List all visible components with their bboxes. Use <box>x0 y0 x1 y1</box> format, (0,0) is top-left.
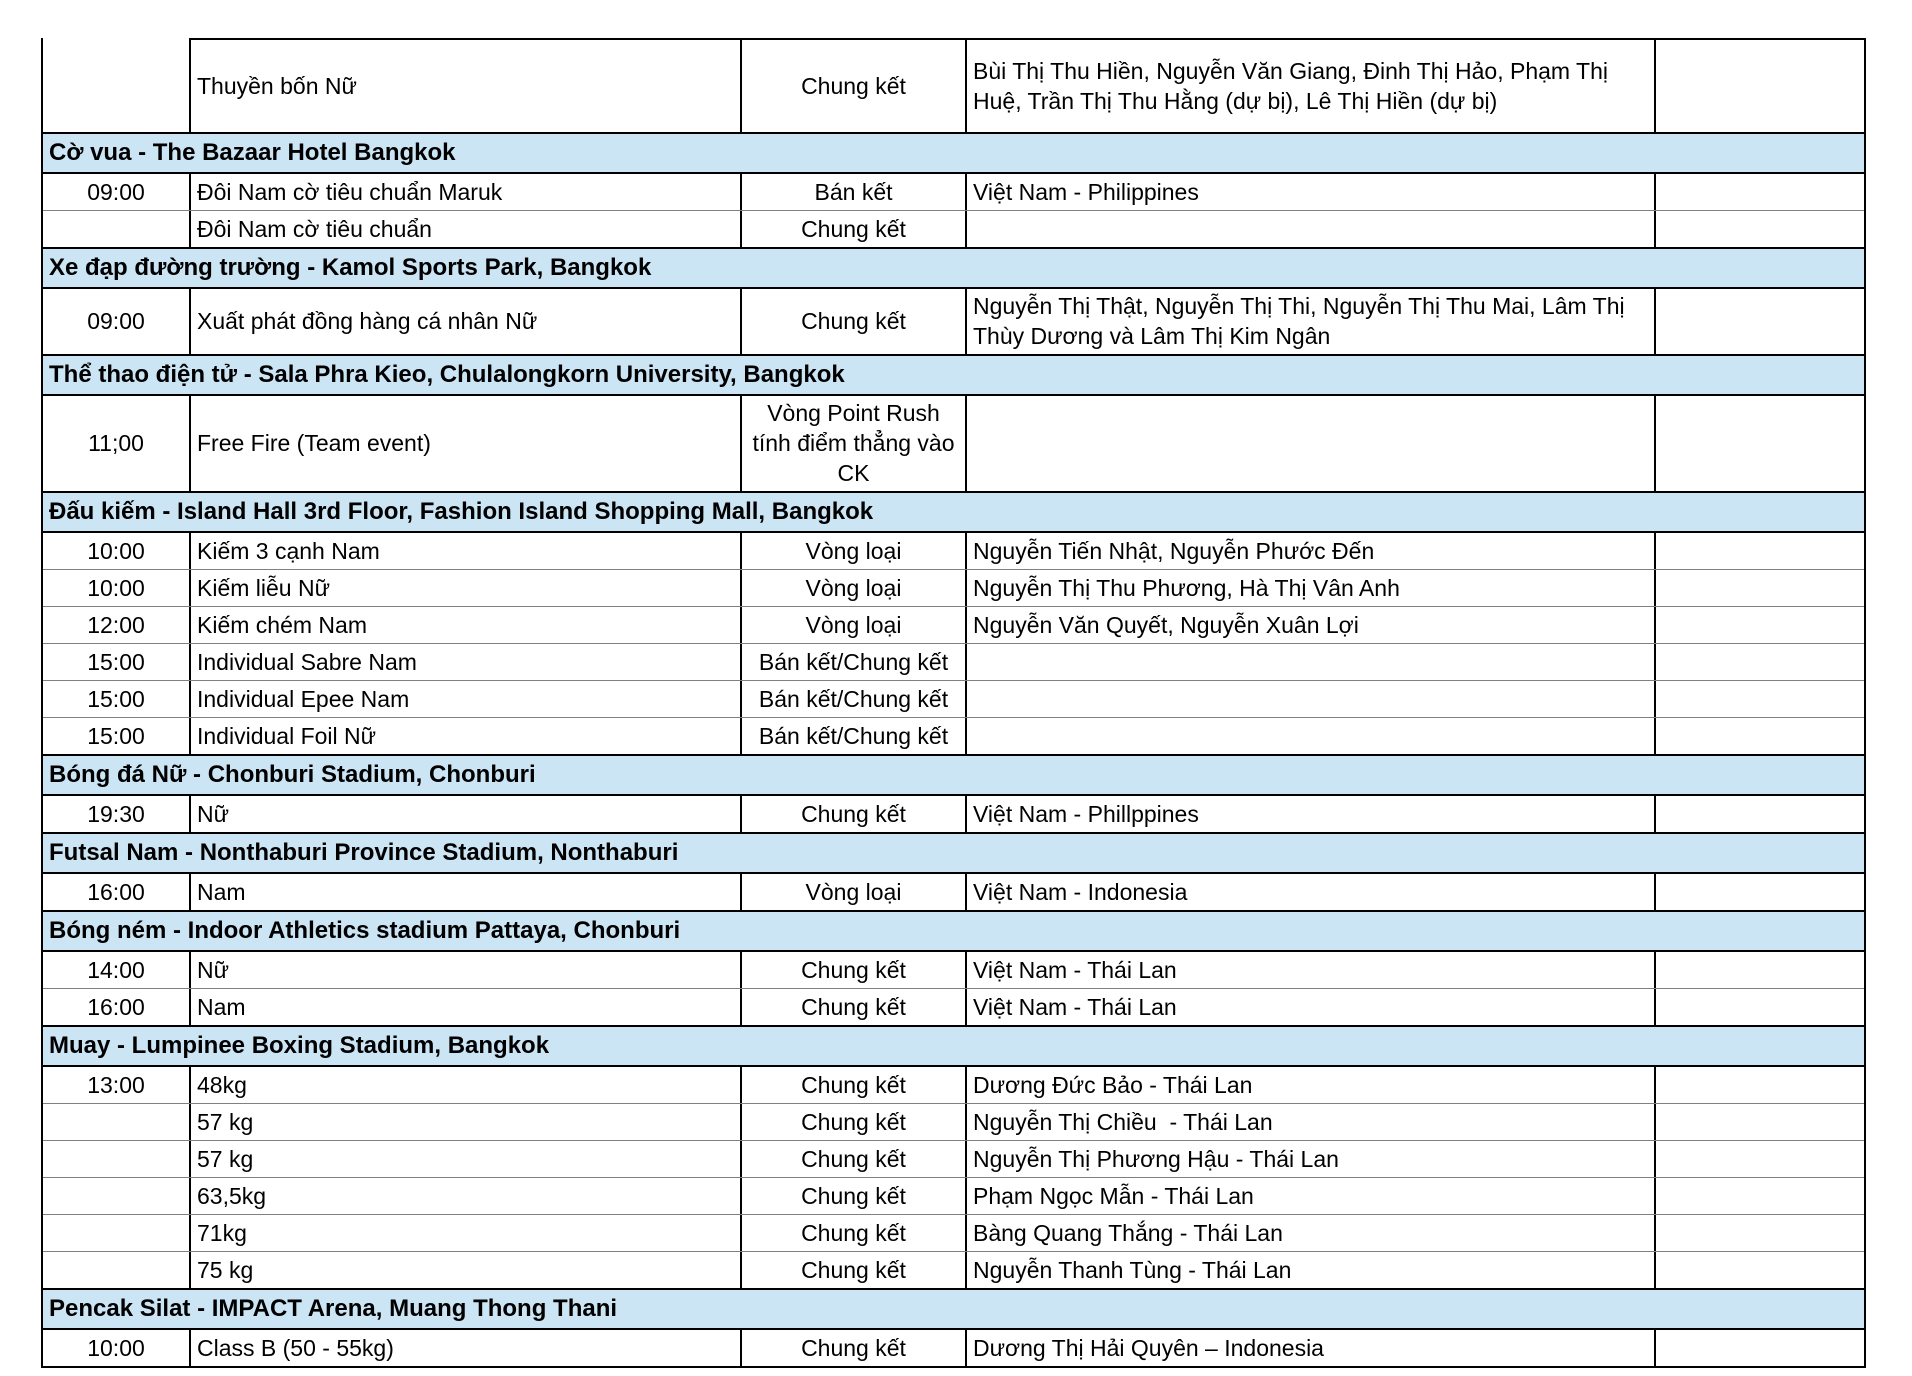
event-row <box>43 210 1864 247</box>
event-text: 75 kg <box>197 1256 254 1283</box>
notes-cell <box>1656 1330 1864 1366</box>
event-row <box>43 174 1864 210</box>
round-cell <box>742 874 967 910</box>
time-cell <box>43 874 191 910</box>
event-cell <box>191 289 742 354</box>
round-text: Vòng loại <box>805 878 902 905</box>
round-text: Bán kết <box>814 178 893 205</box>
participants-cell <box>967 570 1656 606</box>
event-text: Free Fire (Team event) <box>197 430 431 457</box>
round-text: Vòng loại <box>805 537 902 564</box>
time-text: 13:00 <box>87 1071 145 1098</box>
notes-cell <box>1656 570 1864 606</box>
event-cell <box>191 1104 742 1140</box>
event-text: Nam <box>197 993 246 1020</box>
time-text: 10:00 <box>87 574 145 601</box>
event-text: Individual Epee Nam <box>197 685 410 712</box>
event-text: Kiếm liễu Nữ <box>197 574 330 601</box>
time-cell <box>43 396 191 491</box>
notes-cell <box>1656 796 1864 832</box>
participants-text: Nguyễn Thị Chiều - Thái Lan <box>973 1108 1273 1135</box>
time-cell <box>43 1178 191 1214</box>
event-cell <box>191 396 742 491</box>
participants-cell <box>967 1104 1656 1140</box>
round-cell <box>742 1215 967 1251</box>
event-cell <box>191 1252 742 1288</box>
participants-text: Nguyễn Thị Phương Hậu - Thái Lan <box>973 1145 1339 1172</box>
event-row <box>43 569 1864 606</box>
time-text: 15:00 <box>87 722 145 749</box>
section-label: Muay - Lumpinee Boxing Stadium, Bangkok <box>49 1031 550 1059</box>
time-text: 10:00 <box>87 1334 145 1361</box>
notes-cell <box>1656 211 1864 247</box>
time-cell <box>43 607 191 643</box>
event-text: Nam <box>197 878 246 905</box>
round-text: Chung kết <box>801 1256 906 1283</box>
round-text: Chung kết <box>801 308 906 335</box>
event-cell <box>191 874 742 910</box>
event-text: Xuất phát đồng hàng cá nhân Nữ <box>197 308 538 335</box>
event-row <box>43 796 1864 832</box>
event-row <box>43 1214 1864 1251</box>
section-label: Xe đạp đường trường - Kamol Sports Park, Bangkok <box>49 254 652 281</box>
time-text: 15:00 <box>87 685 145 712</box>
event-cell <box>191 796 742 832</box>
event-cell <box>191 952 742 988</box>
participants-cell <box>967 1215 1656 1251</box>
notes-cell <box>1656 174 1864 210</box>
time-text: 19:30 <box>87 800 145 827</box>
round-text: Chung kết <box>801 993 906 1020</box>
time-cell <box>43 681 191 717</box>
participants-cell <box>967 289 1656 354</box>
round-text: Chung kết <box>801 1145 906 1172</box>
round-cell <box>742 681 967 717</box>
notes-cell <box>1656 1252 1864 1288</box>
time-cell <box>43 1252 191 1288</box>
event-text: Thuyền bốn Nữ <box>197 72 357 99</box>
notes-cell <box>1656 718 1864 754</box>
notes-cell <box>1656 989 1864 1025</box>
event-text: 57 kg <box>197 1145 254 1172</box>
round-text: Vòng loại <box>805 574 902 601</box>
participants-text: Việt Nam - Indonesia <box>973 878 1188 905</box>
event-row <box>43 952 1864 988</box>
time-text: 09:00 <box>87 308 145 335</box>
time-cell <box>43 952 191 988</box>
event-cell <box>191 211 742 247</box>
round-text: Chung kết <box>801 1219 906 1246</box>
round-text: Vòng Point Rush tính điểm thẳng vào CK <box>752 399 955 487</box>
participants-text: Việt Nam - Thái Lan <box>973 993 1177 1020</box>
round-cell <box>742 1252 967 1288</box>
participants-text: Việt Nam - Thái Lan <box>973 956 1177 983</box>
round-cell <box>742 1141 967 1177</box>
participants-cell <box>967 989 1656 1025</box>
time-cell <box>43 1104 191 1140</box>
event-cell <box>191 1178 742 1214</box>
event-row <box>43 396 1864 491</box>
section-label: Bóng đá Nữ - Chonburi Stadium, Chonburi <box>49 760 536 788</box>
event-cell <box>191 38 742 132</box>
event-row <box>43 533 1864 569</box>
time-cell <box>43 644 191 680</box>
round-text: Bán kết/Chung kết <box>758 722 949 749</box>
event-text: 63,5kg <box>197 1182 267 1209</box>
round-cell <box>742 289 967 354</box>
round-cell <box>742 1067 967 1103</box>
participants-text: Nguyễn Văn Quyết, Nguyễn Xuân Lợi <box>973 611 1359 638</box>
participants-cell <box>967 718 1656 754</box>
event-text: 57 kg <box>197 1108 254 1135</box>
section-header <box>43 491 1864 533</box>
event-text: Class B (50 - 55kg) <box>197 1334 394 1361</box>
participants-cell <box>967 38 1656 132</box>
event-text: Individual Foil Nữ <box>197 722 377 749</box>
event-row <box>43 717 1864 754</box>
round-text: Vòng loại <box>805 611 902 638</box>
round-cell <box>742 718 967 754</box>
time-text: 11;00 <box>88 430 144 457</box>
round-cell <box>742 796 967 832</box>
event-row <box>43 1140 1864 1177</box>
time-cell <box>43 570 191 606</box>
round-text: Chung kết <box>801 1071 906 1098</box>
time-cell <box>43 1330 191 1366</box>
participants-cell <box>967 874 1656 910</box>
round-cell <box>742 396 967 491</box>
event-row <box>43 680 1864 717</box>
participants-text: Việt Nam - Philippines <box>973 178 1199 205</box>
round-cell <box>742 1104 967 1140</box>
round-text: Chung kết <box>801 1182 906 1209</box>
time-cell <box>43 718 191 754</box>
round-cell <box>742 174 967 210</box>
round-cell <box>742 570 967 606</box>
round-text: Bán kết/Chung kết <box>758 648 949 675</box>
event-cell <box>191 570 742 606</box>
event-cell <box>191 718 742 754</box>
round-text: Chung kết <box>801 956 906 983</box>
event-text: Nữ <box>197 800 230 827</box>
event-row <box>43 1330 1864 1366</box>
section-header <box>43 1025 1864 1067</box>
section-label: Đấu kiếm - Island Hall 3rd Floor, Fashion Island Shopping Mall, Bangkok <box>49 497 874 525</box>
round-cell <box>742 38 967 132</box>
participants-text: Nguyễn Thị Thu Phương, Hà Thị Vân Anh <box>973 574 1400 601</box>
time-cell <box>43 1067 191 1103</box>
round-text: Chung kết <box>801 72 906 99</box>
participants-cell <box>967 211 1656 247</box>
notes-cell <box>1656 1141 1864 1177</box>
time-cell <box>43 38 191 132</box>
participants-cell <box>967 952 1656 988</box>
participants-cell <box>967 796 1656 832</box>
event-text: 71kg <box>197 1219 247 1246</box>
section-label: Bóng ném - Indoor Athletics stadium Pattaya, Chonburi <box>49 916 681 944</box>
event-row <box>43 643 1864 680</box>
participants-cell <box>967 1178 1656 1214</box>
round-cell <box>742 1178 967 1214</box>
event-text: Nữ <box>197 956 230 983</box>
participants-cell <box>967 607 1656 643</box>
participants-text: Nguyễn Thanh Tùng - Thái Lan <box>973 1256 1292 1283</box>
event-row <box>43 606 1864 643</box>
notes-cell <box>1656 289 1864 354</box>
event-row <box>43 874 1864 910</box>
event-row <box>43 988 1864 1025</box>
participants-cell <box>967 1252 1656 1288</box>
event-row <box>43 289 1864 354</box>
time-text: 16:00 <box>87 993 145 1020</box>
notes-cell <box>1656 952 1864 988</box>
notes-cell <box>1656 396 1864 491</box>
notes-cell <box>1656 644 1864 680</box>
time-cell <box>43 989 191 1025</box>
event-text: Đôi Nam cờ tiêu chuẩn Maruk <box>197 178 503 205</box>
time-cell <box>43 289 191 354</box>
round-text: Chung kết <box>801 215 906 242</box>
event-row <box>43 38 1864 132</box>
event-row <box>43 1177 1864 1214</box>
time-text: 10:00 <box>87 537 145 564</box>
event-cell <box>191 1215 742 1251</box>
event-text: Kiếm chém Nam <box>197 611 367 638</box>
notes-cell <box>1656 1178 1864 1214</box>
section-header <box>43 832 1864 874</box>
round-cell <box>742 644 967 680</box>
time-text: 14:00 <box>87 956 145 983</box>
event-cell <box>191 174 742 210</box>
section-label: Thể thao điện tử - Sala Phra Kieo, Chulalongkorn University, Bangkok <box>49 360 845 388</box>
event-cell <box>191 989 742 1025</box>
participants-text: Bàng Quang Thắng - Thái Lan <box>973 1219 1283 1246</box>
section-label: Pencak Silat - IMPACT Arena, Muang Thong Thani <box>49 1294 618 1322</box>
time-cell <box>43 1141 191 1177</box>
time-text: 15:00 <box>87 648 145 675</box>
event-text: Individual Sabre Nam <box>197 648 417 675</box>
notes-cell <box>1656 1067 1864 1103</box>
participants-text: Việt Nam - Phillppines <box>973 800 1199 827</box>
round-cell <box>742 952 967 988</box>
event-text: 48kg <box>197 1071 247 1098</box>
event-cell <box>191 681 742 717</box>
event-cell <box>191 1141 742 1177</box>
participants-cell <box>967 1330 1656 1366</box>
event-cell <box>191 1067 742 1103</box>
section-header <box>43 132 1864 174</box>
round-cell <box>742 533 967 569</box>
event-row <box>43 1103 1864 1140</box>
time-text: 16:00 <box>87 878 145 905</box>
section-header <box>43 354 1864 396</box>
notes-cell <box>1656 681 1864 717</box>
round-text: Chung kết <box>801 1334 906 1361</box>
schedule-table <box>41 38 1866 1368</box>
event-row <box>43 1251 1864 1288</box>
round-cell <box>742 989 967 1025</box>
round-cell <box>742 1330 967 1366</box>
time-cell <box>43 796 191 832</box>
event-text: Đôi Nam cờ tiêu chuẩn <box>197 215 432 242</box>
participants-text: Dương Thị Hải Quyên – Indonesia <box>973 1334 1324 1361</box>
participants-cell <box>967 174 1656 210</box>
section-header <box>43 1288 1864 1330</box>
participants-cell <box>967 396 1656 491</box>
time-text: 12:00 <box>87 611 145 638</box>
time-cell <box>43 211 191 247</box>
round-text: Chung kết <box>801 800 906 827</box>
round-text: Chung kết <box>801 1108 906 1135</box>
participants-text: Bùi Thị Thu Hiền, Nguyễn Văn Giang, Đinh Thị Hảo, Phạm Thị Huệ, Trần Thị Thu Hằng (dự bị), Lê Thị Hiền (dự bị) <box>973 57 1615 114</box>
event-cell <box>191 644 742 680</box>
event-cell <box>191 607 742 643</box>
participants-cell <box>967 533 1656 569</box>
event-cell <box>191 1330 742 1366</box>
event-row <box>43 1067 1864 1103</box>
participants-cell <box>967 1141 1656 1177</box>
participants-text: Phạm Ngọc Mẫn - Thái Lan <box>973 1182 1254 1209</box>
notes-cell <box>1656 607 1864 643</box>
participants-text: Nguyễn Tiến Nhật, Nguyễn Phước Đến <box>973 537 1375 564</box>
participants-text: Dương Đức Bảo - Thái Lan <box>973 1071 1253 1098</box>
time-cell <box>43 533 191 569</box>
section-header <box>43 910 1864 952</box>
participants-cell <box>967 1067 1656 1103</box>
participants-text: Nguyễn Thị Thật, Nguyễn Thị Thi, Nguyễn Thị Thu Mai, Lâm Thị Thùy Dương và Lâm Thị Kim Ngân <box>973 293 1631 350</box>
round-cell <box>742 607 967 643</box>
participants-cell <box>967 681 1656 717</box>
notes-cell <box>1656 533 1864 569</box>
notes-cell <box>1656 38 1864 132</box>
time-text: 09:00 <box>87 178 145 205</box>
section-header <box>43 754 1864 796</box>
notes-cell <box>1656 1104 1864 1140</box>
participants-cell <box>967 644 1656 680</box>
event-cell <box>191 533 742 569</box>
section-label: Cờ vua - The Bazaar Hotel Bangkok <box>49 139 456 166</box>
round-cell <box>742 211 967 247</box>
notes-cell <box>1656 1215 1864 1251</box>
time-cell <box>43 174 191 210</box>
round-text: Bán kết/Chung kết <box>758 685 949 712</box>
time-cell <box>43 1215 191 1251</box>
event-text: Kiếm 3 cạnh Nam <box>197 537 380 564</box>
notes-cell <box>1656 874 1864 910</box>
section-label: Futsal Nam - Nonthaburi Province Stadium, Nonthaburi <box>49 838 679 866</box>
section-header <box>43 247 1864 289</box>
